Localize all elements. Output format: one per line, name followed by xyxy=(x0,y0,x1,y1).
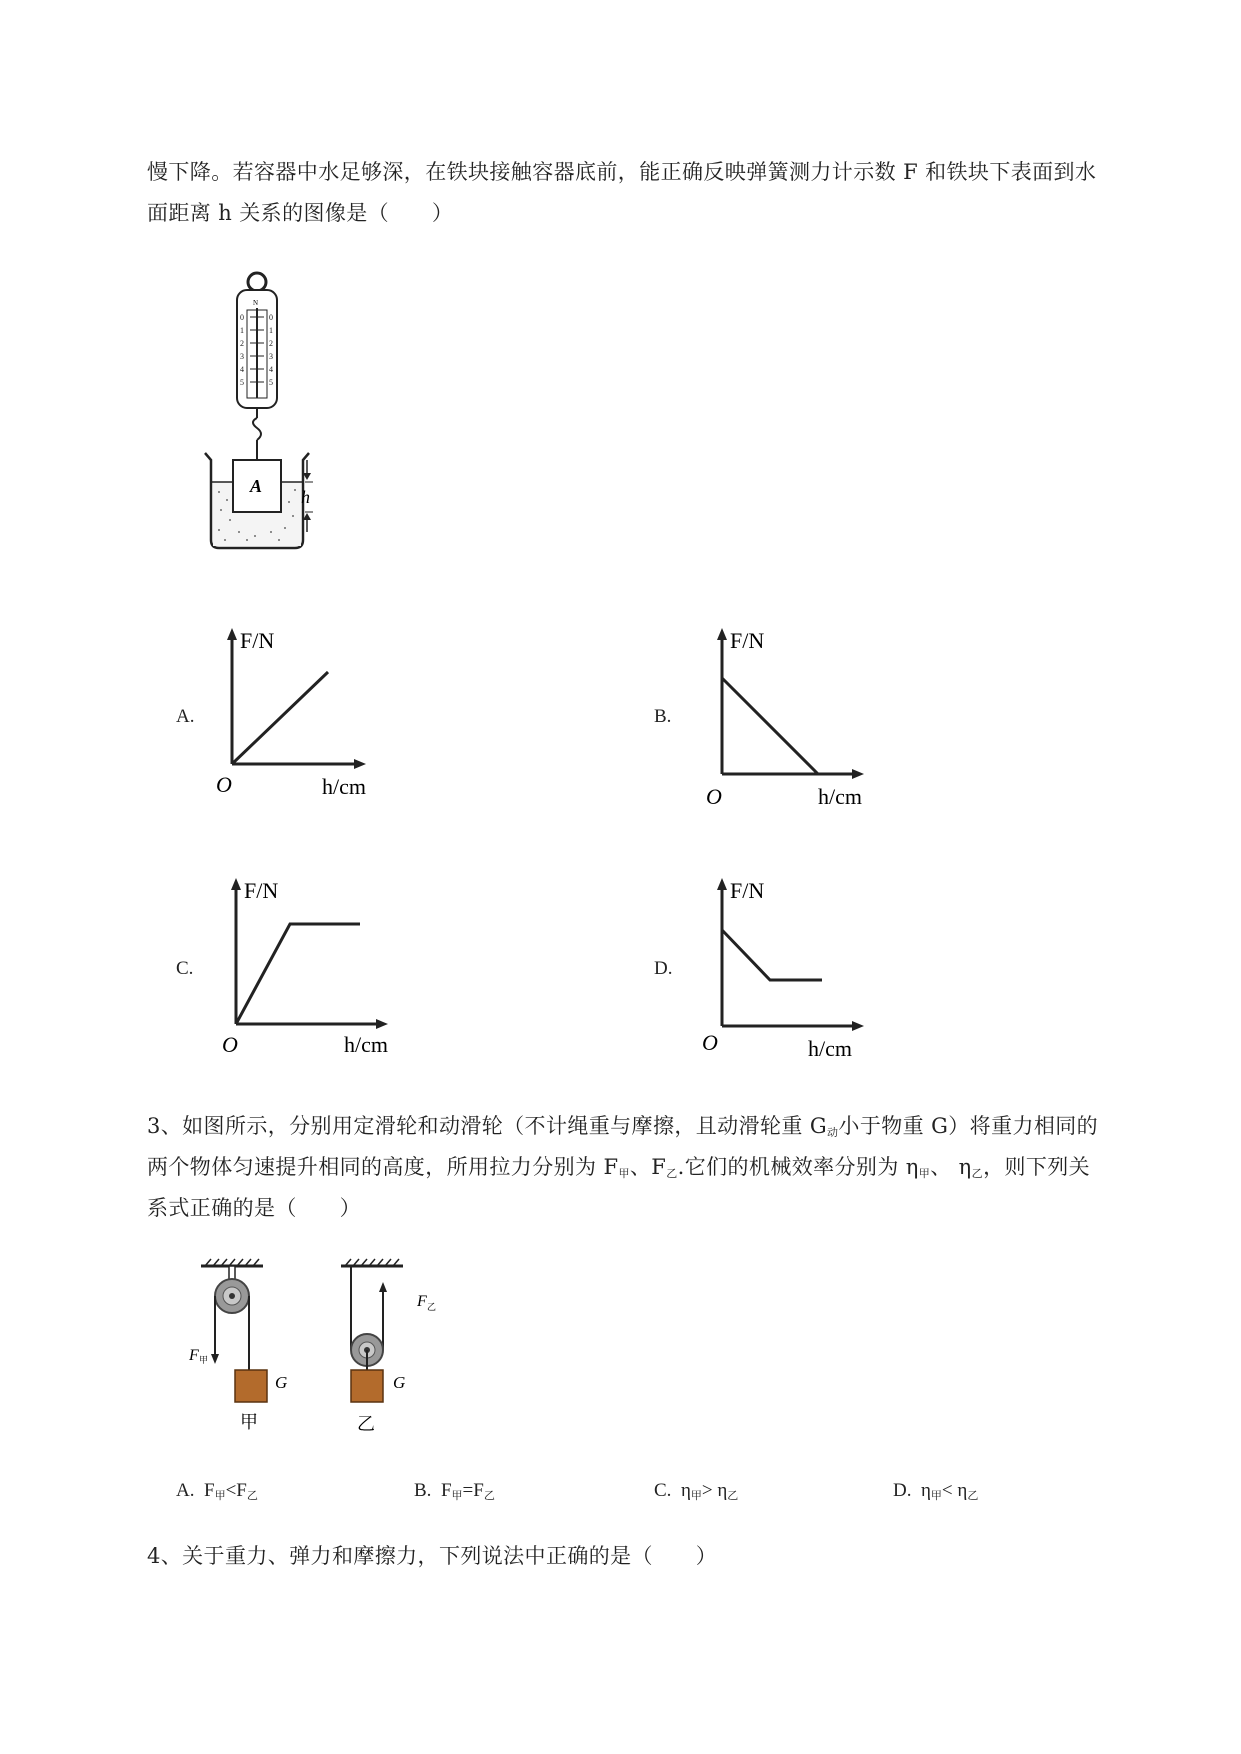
option-d-x-label: h/cm xyxy=(808,1036,852,1061)
q3-text-line3: 系式正确的是（ ） xyxy=(147,1196,361,1220)
svg-text:0: 0 xyxy=(240,313,244,322)
option-a-x-label: h/cm xyxy=(322,774,366,799)
svg-text:1: 1 xyxy=(269,326,273,335)
option-c-letter[interactable]: C. xyxy=(176,958,194,979)
q3-text-line1: 3、如图所示，分别用定滑轮和动滑轮（不计绳重与摩擦，且动滑轮重 $G_动$小于物重 G）将重力相同的 xyxy=(147,1114,1099,1139)
option-c-origin: O xyxy=(222,1032,238,1057)
right-force-label: F xyxy=(417,1293,427,1310)
right-weight-label: G xyxy=(393,1373,406,1392)
option-c-graph[interactable] xyxy=(212,874,412,1060)
q2-text-line2: 面距离 h 关系的图像是（ ） xyxy=(147,201,454,225)
svg-text:1: 1 xyxy=(240,326,244,335)
svg-text:0: 0 xyxy=(269,313,273,322)
left-force-label: F xyxy=(189,1347,199,1364)
option-a-graph[interactable] xyxy=(210,624,390,804)
q3-option-c[interactable]: C. $\eta_甲> \eta_乙$ xyxy=(654,1480,739,1502)
block-a-label: A xyxy=(250,476,263,496)
option-d-origin: O xyxy=(702,1030,718,1055)
svg-text:2: 2 xyxy=(240,339,244,348)
option-b-y-label: F/N xyxy=(730,628,765,653)
option-d-y-label: F/N xyxy=(730,878,765,903)
option-b-x-label: h/cm xyxy=(818,784,862,809)
option-d-graph[interactable] xyxy=(698,874,888,1064)
option-a-letter[interactable]: A. xyxy=(176,706,195,727)
svg-text:3: 3 xyxy=(269,352,273,361)
option-b-letter[interactable]: B. xyxy=(654,706,672,727)
svg-text:4: 4 xyxy=(269,365,273,374)
depth-h-label: h xyxy=(301,487,310,507)
option-a-y-label: F/N xyxy=(240,628,275,653)
pulley-figure xyxy=(185,1258,465,1438)
option-a-origin: O xyxy=(216,772,232,797)
option-b-graph[interactable] xyxy=(700,624,880,810)
svg-text:4: 4 xyxy=(240,365,244,374)
scale-top-label: N xyxy=(253,299,259,307)
svg-text:3: 3 xyxy=(240,352,244,361)
option-c-y-label: F/N xyxy=(244,878,279,903)
option-c-x-label: h/cm xyxy=(344,1032,388,1057)
left-caption: 甲 xyxy=(240,1412,258,1432)
q3-option-d[interactable]: D. $\eta_甲< \eta_乙$ xyxy=(893,1480,979,1502)
left-weight-label: G xyxy=(275,1373,288,1392)
svg-text:5: 5 xyxy=(269,378,273,387)
spring-scale-apparatus-figure xyxy=(195,270,335,550)
q3-option-b[interactable]: B. $F_甲=F_乙$ xyxy=(414,1480,495,1502)
right-caption: 乙 xyxy=(357,1414,375,1434)
q2-text-line1: 慢下降。若容器中水足够深，在铁块接触容器底前，能正确反映弹簧测力计示数 F 和铁块下表面到水 xyxy=(147,160,1097,184)
svg-text:5: 5 xyxy=(240,378,244,387)
svg-text:2: 2 xyxy=(269,339,273,348)
right-force-sub: 乙 xyxy=(427,1302,437,1312)
q4-text-line1: 4、关于重力、弹力和摩擦力，下列说法中正确的是（ ） xyxy=(147,1544,718,1568)
option-b-origin: O xyxy=(706,784,722,809)
left-force-sub: 甲 xyxy=(199,1355,209,1365)
q3-option-a[interactable]: A. $F_甲<F_乙$ xyxy=(176,1480,258,1502)
option-d-letter[interactable]: D. xyxy=(654,958,673,979)
q3-text-line2: 两个物体匀速提升相同的高度，所用拉力分别为 $F_甲$、$F_乙$.它们的机械效率分别为 $\eta_甲$、 $\eta_乙$，则下列关 xyxy=(147,1155,1091,1180)
